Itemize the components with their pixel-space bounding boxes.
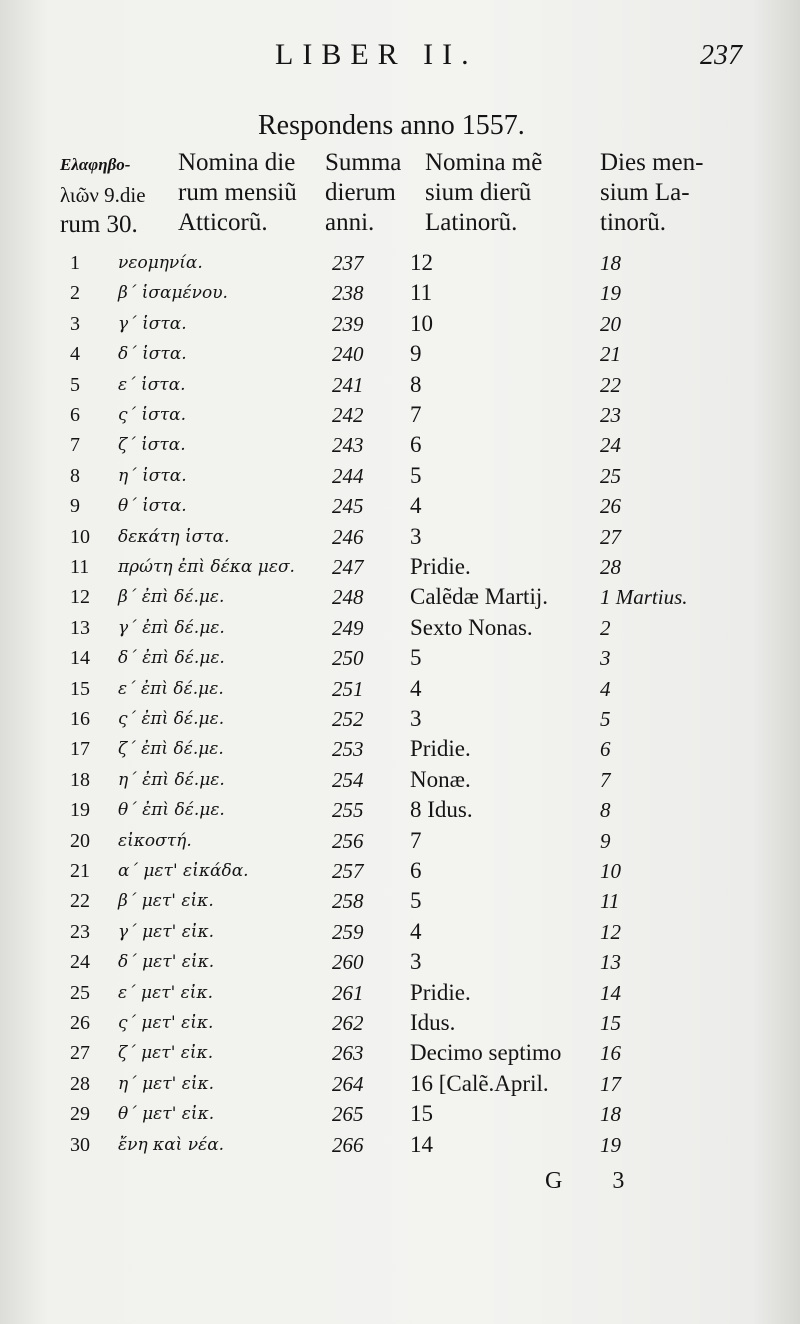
day-of-year: 240 [332,342,364,367]
latin-month-day: 25 [600,463,621,488]
latin-day-name: 6 [410,858,422,883]
header-latin-names [425,148,542,238]
header-greek-day-number [60,150,146,240]
latin-day-name: 4 [410,918,422,944]
latin-day-name: 8 [410,371,422,397]
table-row [0,1099,800,1129]
table-row [0,430,800,460]
day-number: 20 [70,829,90,852]
day-of-year: 249 [332,615,364,640]
table-subheading: Respondens anno 1557. [258,110,525,141]
table-row [0,522,800,552]
latin-day-name: 3 [410,949,422,975]
attic-day-name: η´ ἱστα. [118,465,187,486]
day-number: 7 [70,434,80,457]
attic-day-name: δ´ ἱστα. [118,344,187,365]
table-row [0,339,800,369]
attic-day-name: δ´ μετ' εἰκ. [118,952,215,973]
latin-day-name: 12 [410,250,433,275]
table-row [0,248,800,278]
attic-day-name: ζ´ μετ' εἰκ. [118,1043,214,1064]
latin-month-day: 22 [600,372,621,397]
day-of-year: 246 [332,524,364,549]
latin-month-day: 10 [600,859,621,883]
header-line: Dies men- [600,149,704,176]
day-of-year: 242 [332,403,364,427]
day-number: 16 [70,708,90,730]
day-number: 19 [70,799,90,822]
day-of-year: 256 [332,828,364,853]
header-latin-days [600,148,703,238]
table-row [0,795,800,825]
attic-day-name: ζ´ ἱστα. [118,435,186,456]
header-line: sium La- [600,179,690,206]
day-number: 27 [70,1042,90,1065]
latin-month-day: 20 [600,311,621,336]
day-number: 2 [70,282,80,305]
table-row [0,491,800,521]
latin-day-name: 7 [410,827,422,853]
table-row [0,552,800,582]
latin-day-name: Pridie. [410,736,471,762]
day-of-year: 241 [332,372,364,397]
attic-day-name: δεκάτη ἱστα. [118,526,230,547]
day-number: 30 [70,1133,90,1156]
day-number: 1 [70,252,80,274]
attic-day-name: πρώτη ἐπὶ δέκα μεσ. [118,557,295,577]
latin-day-name: Decimo septimo [410,1040,562,1066]
attic-day-name: ζ´ ἐπὶ δέ.με. [118,739,224,760]
header-line: tinorũ. [600,209,666,236]
latin-day-name: 14 [410,1131,433,1157]
latin-month-day: 15 [600,1011,621,1035]
table-row [0,704,800,734]
attic-day-name: ς´ ἱστα. [118,405,186,425]
day-number: 5 [70,373,80,396]
header-line: λιῶν 9.die [60,183,146,207]
latin-day-name: 8 Idus. [410,797,473,823]
page-number: 237 [700,40,742,71]
day-number: 23 [70,920,90,943]
day-of-year: 251 [332,676,364,701]
attic-day-name: β´ ἐπὶ δέ.με. [118,587,225,608]
attic-day-name: γ´ μετ' εἰκ. [118,921,215,942]
header-line: Latinorũ. [425,209,518,236]
attic-day-name: γ´ ἱστα. [118,313,187,334]
day-of-year: 250 [332,646,364,671]
latin-day-name: 5 [410,645,422,671]
day-number: 8 [70,464,80,487]
header-line: Ελαφηβο- [60,155,131,174]
header-line: Nomina mẽ [425,149,543,176]
day-of-year: 238 [332,281,364,306]
attic-day-name: εἰκοστή. [118,830,192,851]
latin-day-name: Pridie. [410,979,471,1005]
table-row [0,400,800,430]
header-line: sium dierũ [425,179,532,206]
attic-day-name: η´ μετ' εἰκ. [118,1073,215,1094]
table-row [0,947,800,977]
latin-month-day: 4 [600,676,611,701]
day-number: 29 [70,1103,90,1126]
table-row [0,643,800,673]
table-row [0,917,800,947]
table-row [0,1038,800,1068]
header-line: dierum [325,179,396,206]
latin-month-day: 7 [600,767,611,792]
day-number: 17 [70,738,90,761]
attic-day-name: ε´ ἐπὶ δέ.με. [118,678,224,699]
table-row [0,1130,800,1160]
attic-day-name: ς´ μετ' εἰκ. [118,1013,214,1033]
table-row [0,613,800,643]
day-of-year: 263 [332,1041,364,1066]
latin-month-day: 16 [600,1041,621,1066]
latin-day-name: 6 [410,432,422,458]
latin-month-day: 12 [600,919,621,944]
day-of-year: 260 [332,950,364,975]
day-of-year: 259 [332,919,364,944]
header-line: rum 30. [60,211,138,238]
latin-day-name: Sexto Nonas. [410,614,533,640]
latin-day-name: 5 [410,888,422,914]
table-row [0,856,800,886]
latin-month-day: 27 [600,524,621,549]
day-number: 9 [70,495,80,518]
latin-month-day: 8 [600,798,611,823]
attic-day-name: θ´ ἱστα. [118,496,187,517]
latin-day-name: 16 [Calẽ.April. [410,1070,549,1096]
latin-day-name: Idus. [410,1010,456,1035]
header-line: Atticorũ. [178,209,268,236]
latin-month-day: 11 [600,889,620,914]
day-of-year: 247 [332,555,364,579]
header-line: anni. [325,209,375,236]
latin-day-name: 3 [410,523,422,549]
day-number: 3 [70,312,80,335]
table-row [0,674,800,704]
day-of-year: 253 [332,737,364,762]
table-row [0,461,800,491]
day-number: 13 [70,616,90,639]
day-of-year: 254 [332,767,364,792]
day-number: 26 [70,1012,90,1034]
latin-day-name: 11 [410,280,433,306]
latin-month-day: 26 [600,494,621,519]
attic-day-name: ἔνη καὶ νέα. [118,1134,225,1155]
table-row [0,309,800,339]
day-of-year: 262 [332,1011,364,1035]
latin-month-day: 9 [600,828,611,853]
latin-day-name: 4 [410,675,422,701]
day-of-year: 245 [332,494,364,519]
latin-day-name: 15 [410,1101,433,1127]
attic-day-name: δ´ ἐπὶ δέ.με. [118,648,225,669]
day-of-year: 261 [332,980,364,1005]
header-line: Nomina die [178,149,296,176]
day-number: 11 [70,556,90,578]
header-line: rum mensiũ [178,179,297,206]
day-of-year: 244 [332,463,364,488]
day-of-year: 243 [332,433,364,458]
table-row [0,734,800,764]
day-number: 14 [70,647,90,670]
day-of-year: 255 [332,798,364,823]
latin-month-day: 19 [600,1132,621,1157]
latin-day-name: 3 [410,706,422,731]
attic-day-name: η´ ἐπὶ δέ.με. [118,769,225,790]
day-of-year: 239 [332,311,364,336]
day-of-year: 248 [332,585,364,610]
latin-day-name: 10 [410,310,433,336]
latin-month-day: 23 [600,403,621,427]
day-of-year: 237 [332,251,364,275]
latin-month-day: 5 [600,707,611,731]
table-row [0,978,800,1008]
attic-day-name: ε´ μετ' εἰκ. [118,982,214,1003]
latin-month-day: 17 [600,1071,621,1096]
attic-day-name: α´ μετ' εἰκάδα. [118,861,249,881]
latin-month-day: 18 [600,251,621,275]
latin-month-day: 28 [600,555,621,579]
day-of-year: 252 [332,707,364,731]
attic-day-name: β´ ἱσαμένου. [118,283,228,304]
attic-day-name: νεομηνία. [118,253,203,273]
day-of-year: 266 [332,1132,364,1157]
table-row [0,1069,800,1099]
day-number: 18 [70,768,90,791]
attic-day-name: θ´ ἐπὶ δέ.με. [118,800,225,821]
table-row [0,826,800,856]
day-number: 25 [70,981,90,1004]
table-row [0,370,800,400]
day-of-year: 258 [332,889,364,914]
attic-day-name: ς´ ἐπὶ δέ.με. [118,709,225,729]
latin-month-day: 3 [600,646,611,671]
latin-month-day: 1 Martius. [600,585,688,610]
table-row [0,582,800,612]
attic-day-name: γ´ ἐπὶ δέ.με. [118,617,225,638]
running-head: LIBER II. [275,38,478,71]
attic-day-name: β´ μετ' εἰκ. [118,891,214,912]
header-attic-names [178,148,297,238]
day-number: 22 [70,890,90,913]
day-number: 4 [70,343,80,366]
gathering-signature: G 3 [545,1168,647,1194]
latin-month-day: 18 [600,1102,621,1127]
latin-month-day: 13 [600,950,621,975]
day-number: 12 [70,586,90,609]
latin-month-day: 14 [600,980,621,1005]
day-of-year: 265 [332,1102,364,1127]
latin-day-name: 9 [410,341,422,367]
latin-month-day: 2 [600,615,611,640]
latin-day-name: Nonæ. [410,766,471,792]
latin-day-name: Pridie. [410,554,471,579]
table-row [0,765,800,795]
latin-day-name: Calẽdæ Martij. [410,584,548,610]
attic-day-name: θ´ μετ' εἰκ. [118,1104,215,1125]
header-day-of-year [325,148,401,238]
table-row [0,278,800,308]
latin-day-name: 4 [410,493,422,519]
latin-day-name: 5 [410,462,422,488]
day-number: 15 [70,677,90,700]
latin-month-day: 6 [600,737,611,762]
attic-day-name: ε´ ἱστα. [118,374,186,395]
header-line: Summa [325,149,402,176]
day-of-year: 264 [332,1071,364,1096]
latin-month-day: 21 [600,342,621,367]
day-number: 10 [70,525,90,548]
day-number: 6 [70,404,80,426]
day-number: 21 [70,860,90,882]
table-row [0,886,800,916]
table-row [0,1008,800,1038]
latin-day-name: 7 [410,402,422,427]
latin-month-day: 19 [600,281,621,306]
day-number: 24 [70,951,90,974]
day-of-year: 257 [332,859,364,883]
latin-month-day: 24 [600,433,621,458]
day-number: 28 [70,1072,90,1095]
